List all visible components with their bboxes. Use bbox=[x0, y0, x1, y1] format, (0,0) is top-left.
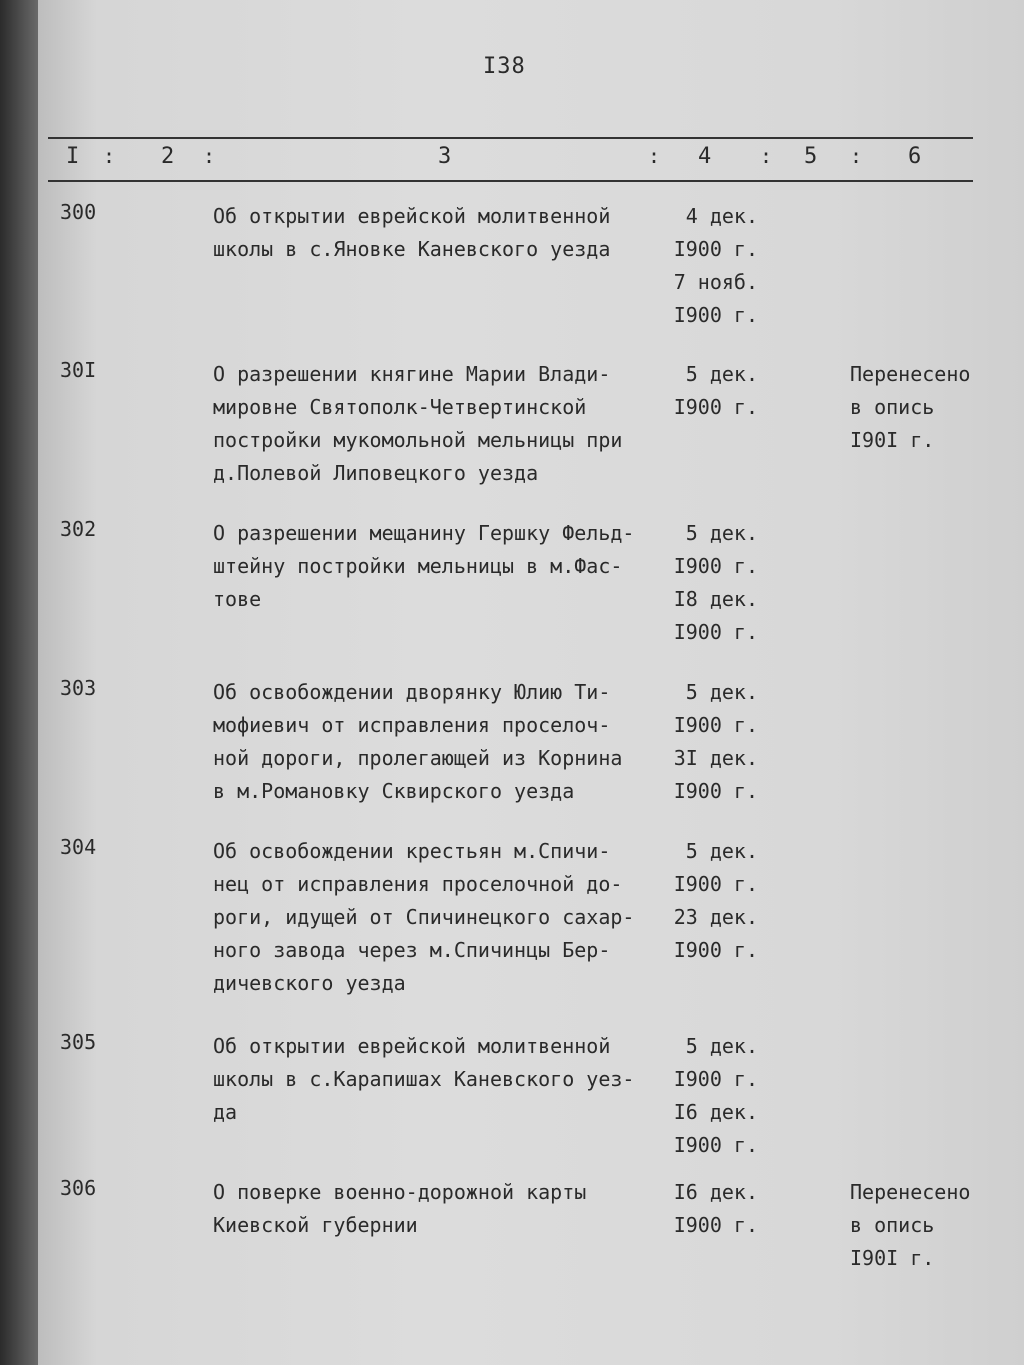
page-number: I38 bbox=[483, 54, 526, 79]
date-line: I8 дек. bbox=[673, 587, 758, 611]
note-line: в опись bbox=[850, 395, 935, 419]
date-line: I900 г. bbox=[673, 872, 758, 896]
case-number: 303 bbox=[60, 676, 97, 700]
description-line: ной дороги, пролегающей из Корнина bbox=[213, 746, 623, 770]
binding-shadow bbox=[0, 0, 38, 1365]
date-line: I900 г. bbox=[673, 237, 758, 261]
description-line: роги, идущей от Спичинецкого сахар- bbox=[213, 905, 635, 929]
description-line: мировне Святополк-Четвертинской bbox=[213, 395, 587, 419]
date-line: 3I дек. bbox=[673, 746, 758, 770]
description-line: Киевской губернии bbox=[213, 1213, 418, 1237]
case-dates bbox=[648, 358, 758, 424]
date-line: I900 г. bbox=[673, 1213, 758, 1237]
date-line: 4 дек. bbox=[685, 204, 758, 228]
description-line: да bbox=[213, 1100, 238, 1124]
description-line: д.Полевой Липовецкого уезда bbox=[213, 461, 539, 485]
case-dates bbox=[648, 835, 758, 967]
date-line: I900 г. bbox=[673, 779, 758, 803]
case-description bbox=[213, 358, 673, 490]
date-line: 5 дек. bbox=[685, 521, 758, 545]
case-note bbox=[850, 358, 980, 457]
description-line: школы в с.Карапишах Каневского уез- bbox=[213, 1067, 635, 1091]
date-line: I900 г. bbox=[673, 620, 758, 644]
date-line: I900 г. bbox=[673, 395, 758, 419]
description-line: в м.Романовку Сквирского уезда bbox=[213, 779, 575, 803]
case-dates bbox=[648, 200, 758, 332]
date-line: I900 г. bbox=[673, 713, 758, 737]
column-separator: : bbox=[760, 144, 774, 168]
case-number: 30I bbox=[60, 358, 97, 382]
document-page bbox=[38, 0, 1024, 1365]
date-line: I900 г. bbox=[673, 554, 758, 578]
case-description bbox=[213, 1030, 673, 1129]
column-6-header: 6 bbox=[908, 144, 923, 169]
note-line: Перенесено bbox=[850, 1180, 971, 1204]
case-number: 305 bbox=[60, 1030, 97, 1054]
date-line: 5 дек. bbox=[685, 362, 758, 386]
column-separator: : bbox=[203, 144, 217, 168]
description-line: ного завода через м.Спичинцы Бер- bbox=[213, 938, 611, 962]
case-number: 300 bbox=[60, 200, 97, 224]
header-rule-top bbox=[48, 137, 973, 139]
case-dates bbox=[648, 1030, 758, 1162]
date-line: I6 дек. bbox=[673, 1180, 758, 1204]
column-2-header: 2 bbox=[161, 144, 176, 169]
description-line: дичевского уезда bbox=[213, 971, 406, 995]
note-line: Перенесено bbox=[850, 362, 971, 386]
description-line: Об освобождении дворянку Юлию Ти- bbox=[213, 680, 611, 704]
description-line: постройки мукомольной мельницы при bbox=[213, 428, 623, 452]
date-line: I900 г. bbox=[673, 938, 758, 962]
column-separator: : bbox=[648, 144, 662, 168]
description-line: Об открытии еврейской молитвенной bbox=[213, 1034, 611, 1058]
description-line: штейну постройки мельницы в м.Фас- bbox=[213, 554, 623, 578]
column-separator: : bbox=[850, 144, 864, 168]
date-line: 23 дек. bbox=[673, 905, 758, 929]
date-line: I900 г. bbox=[673, 1133, 758, 1157]
date-line: I900 г. bbox=[673, 303, 758, 327]
date-line: 5 дек. bbox=[685, 680, 758, 704]
case-dates bbox=[648, 517, 758, 649]
case-description bbox=[213, 835, 673, 1000]
case-dates bbox=[648, 1176, 758, 1242]
description-line: тове bbox=[213, 587, 262, 611]
case-description bbox=[213, 517, 673, 616]
description-line: О разрешении княгине Марии Влади- bbox=[213, 362, 611, 386]
date-line: 7 нояб. bbox=[673, 270, 758, 294]
description-line: нец от исправления проселочной до- bbox=[213, 872, 623, 896]
description-line: школы в с.Яновке Каневского уезда bbox=[213, 237, 611, 261]
header-rule-bottom bbox=[48, 180, 973, 182]
description-line: мофиевич от исправления проселоч- bbox=[213, 713, 611, 737]
case-description bbox=[213, 200, 673, 266]
case-description bbox=[213, 676, 673, 808]
column-separator: : bbox=[103, 144, 117, 168]
description-line: Об освобождении крестьян м.Спичи- bbox=[213, 839, 611, 863]
column-3-header: 3 bbox=[438, 144, 453, 169]
case-number: 302 bbox=[60, 517, 97, 541]
description-line: Об открытии еврейской молитвенной bbox=[213, 204, 611, 228]
note-line: I90I г. bbox=[850, 428, 935, 452]
date-line: 5 дек. bbox=[685, 839, 758, 863]
description-line: О разрешении мещанину Гершку Фельд- bbox=[213, 521, 635, 545]
case-description bbox=[213, 1176, 673, 1242]
date-line: 5 дек. bbox=[685, 1034, 758, 1058]
note-line: I90I г. bbox=[850, 1246, 935, 1270]
case-dates bbox=[648, 676, 758, 808]
column-4-header: 4 bbox=[698, 144, 713, 169]
date-line: I6 дек. bbox=[673, 1100, 758, 1124]
case-number: 306 bbox=[60, 1176, 97, 1200]
column-1-header: I bbox=[66, 144, 81, 169]
case-number: 304 bbox=[60, 835, 97, 859]
description-line: О поверке военно-дорожной карты bbox=[213, 1180, 587, 1204]
case-note bbox=[850, 1176, 980, 1275]
note-line: в опись bbox=[850, 1213, 935, 1237]
column-5-header: 5 bbox=[804, 144, 819, 169]
date-line: I900 г. bbox=[673, 1067, 758, 1091]
